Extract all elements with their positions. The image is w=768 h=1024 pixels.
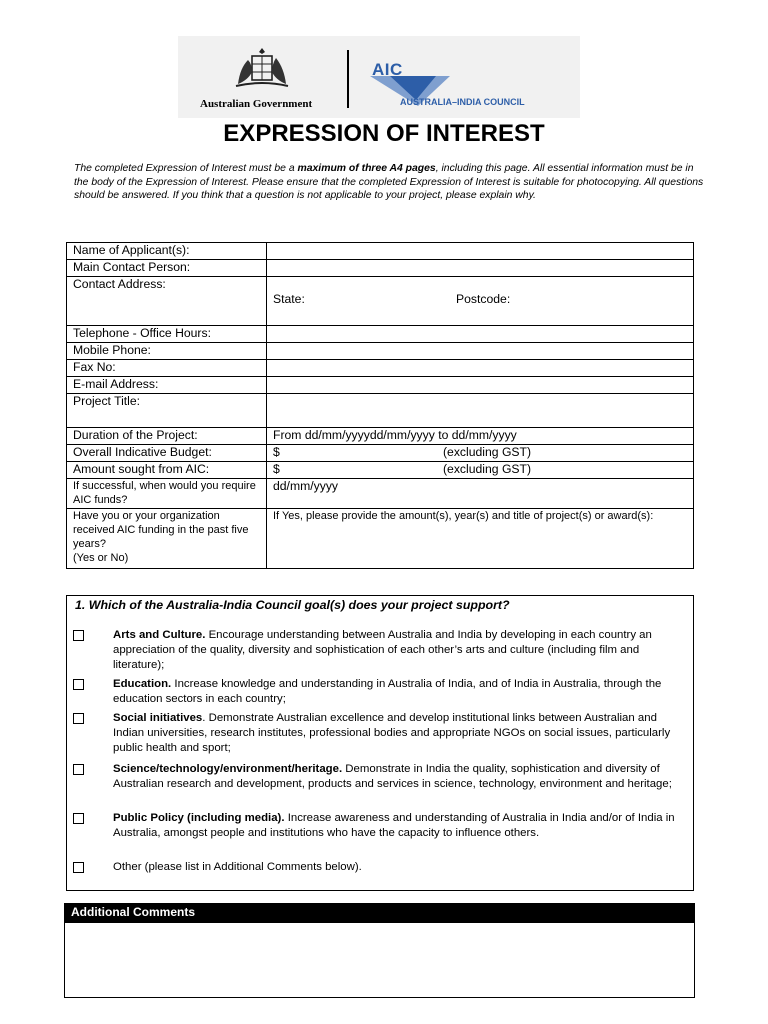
goal-description: Encourage understanding between Australia and India by developing in each country an appreciation of the quality, diversity and sophistication of each other’s arts and culture (including film and literature); (113, 629, 652, 672)
intro-text-1: The completed Expression of Interest must be a (74, 163, 298, 174)
goal-title: Arts and Culture. (113, 629, 206, 641)
goal-title: Public Policy (including media). (113, 812, 285, 824)
goal-text (113, 762, 685, 792)
applicant-details-table (66, 242, 694, 569)
goal-title: Social initiatives (113, 712, 203, 724)
goal-description: . Demonstrate Australian excellence and develop institutional links between Australian and Indian universities, research institutes, professional bodies and appropriate NGOs on social issues, particularly public health and sport; (113, 712, 671, 755)
table-row (67, 343, 694, 360)
goal-option-other (73, 860, 685, 875)
goals-section (66, 595, 694, 891)
budget-gst-note: (excluding GST) (443, 445, 532, 459)
goal-text (113, 811, 685, 841)
aic-full-name: AUSTRALIA–INDIA COUNCIL (400, 97, 525, 107)
prior-funding-question: Have you or your organization received AIC funding in the past five years? (73, 510, 249, 550)
row-label: If successful, when would you require AIC funds? (67, 479, 267, 509)
email-field[interactable] (267, 377, 694, 394)
table-row (67, 377, 694, 394)
state-label: State: (273, 292, 305, 306)
checkbox[interactable] (73, 630, 84, 641)
additional-comments-header: Additional Comments (64, 903, 695, 922)
budget-currency: $ (273, 445, 280, 459)
telephone-field[interactable] (267, 326, 694, 343)
goal-text (113, 711, 685, 757)
address-state-line (273, 277, 687, 307)
goal-text (113, 628, 685, 674)
amount-gst-note: (excluding GST) (443, 462, 532, 476)
postcode-label: Postcode: (456, 292, 511, 306)
aic-abbreviation: AIC (372, 60, 403, 79)
goal-option-social (73, 711, 685, 757)
intro-text-2: , including this page. All essential information must be in the body of the Expression of Interest. Please ensure that the completed Expression of Interest is suitable for photocopying. All questions should be answered. If you think that a question is not applicable to your project, please explain why. (74, 163, 704, 202)
intro-bold: maximum of three A4 pages (297, 163, 436, 174)
goal-option-arts (73, 628, 685, 674)
goal-text (113, 677, 685, 707)
goal-description: Demonstrate in India the quality, sophistication and diversity of Australian research and development, products and services in science, technology, environment and heritage; (113, 763, 672, 791)
goal-title: Science/technology/environment/heritage. (113, 763, 343, 775)
contact-person-field[interactable] (267, 260, 694, 277)
prior-funding-field[interactable]: If Yes, please provide the amount(s), year(s) and title of project(s) or award(s): (267, 509, 694, 569)
logo-divider (347, 50, 349, 108)
table-row (67, 360, 694, 377)
coat-of-arms-icon (230, 46, 294, 90)
prior-funding-hint: (Yes or No) (73, 552, 129, 564)
checkbox[interactable] (73, 764, 84, 775)
fax-field[interactable] (267, 360, 694, 377)
mobile-phone-field[interactable] (267, 343, 694, 360)
duration-field[interactable]: From dd/mm/yyyydd/mm/yyyy to dd/mm/yyyy (267, 428, 694, 445)
goal-option-education (73, 677, 685, 707)
row-label: Name of Applicant(s): (67, 243, 267, 260)
intro-paragraph (74, 162, 704, 203)
row-label: Overall Indicative Budget: (67, 445, 267, 462)
table-row (67, 277, 694, 326)
table-row (67, 509, 694, 569)
row-label: Duration of the Project: (67, 428, 267, 445)
additional-comments-field[interactable] (64, 922, 695, 998)
checkbox[interactable] (73, 679, 84, 690)
header-logos (178, 36, 580, 118)
table-row (67, 260, 694, 277)
document-title: EXPRESSION OF INTEREST (223, 120, 545, 147)
row-label: Mobile Phone: (67, 343, 267, 360)
goal-option-public-policy (73, 811, 685, 841)
funds-date-field[interactable]: dd/mm/yyyy (267, 479, 694, 509)
row-label: Amount sought from AIC: (67, 462, 267, 479)
amount-currency: $ (273, 462, 280, 476)
table-row (67, 479, 694, 509)
row-label: Fax No: (67, 360, 267, 377)
row-label (67, 509, 267, 569)
row-label: Contact Address: (67, 277, 267, 326)
checkbox[interactable] (73, 713, 84, 724)
budget-field[interactable] (267, 445, 694, 462)
table-row (67, 243, 694, 260)
checkbox[interactable] (73, 813, 84, 824)
goal-option-science (73, 762, 685, 792)
table-row (67, 428, 694, 445)
table-row (67, 462, 694, 479)
project-title-field[interactable] (267, 394, 694, 428)
goal-title: Education. (113, 678, 172, 690)
amount-sought-field[interactable] (267, 462, 694, 479)
goals-question: 1. Which of the Australia-India Council goal(s) does your project support? (75, 598, 510, 612)
row-label: E-mail Address: (67, 377, 267, 394)
goal-description: Increase awareness and understanding of Australia in India and/or of India in Australia, amongst people and institutions who have the capacity to influence others. (113, 812, 675, 840)
goal-text (113, 860, 685, 875)
government-name: Australian Government (200, 98, 313, 110)
table-row (67, 326, 694, 343)
goal-description: Other (please list in Additional Comments below). (113, 861, 362, 873)
row-label: Telephone - Office Hours: (67, 326, 267, 343)
row-label: Main Contact Person: (67, 260, 267, 277)
applicant-name-field[interactable] (267, 243, 694, 260)
checkbox[interactable] (73, 862, 84, 873)
table-row (67, 445, 694, 462)
row-label: Project Title: (67, 394, 267, 428)
contact-address-field[interactable] (267, 277, 694, 326)
goal-description: Increase knowledge and understanding in Australia of India, and of India in Australia, through the education sectors in each country; (113, 678, 662, 706)
table-row (67, 394, 694, 428)
